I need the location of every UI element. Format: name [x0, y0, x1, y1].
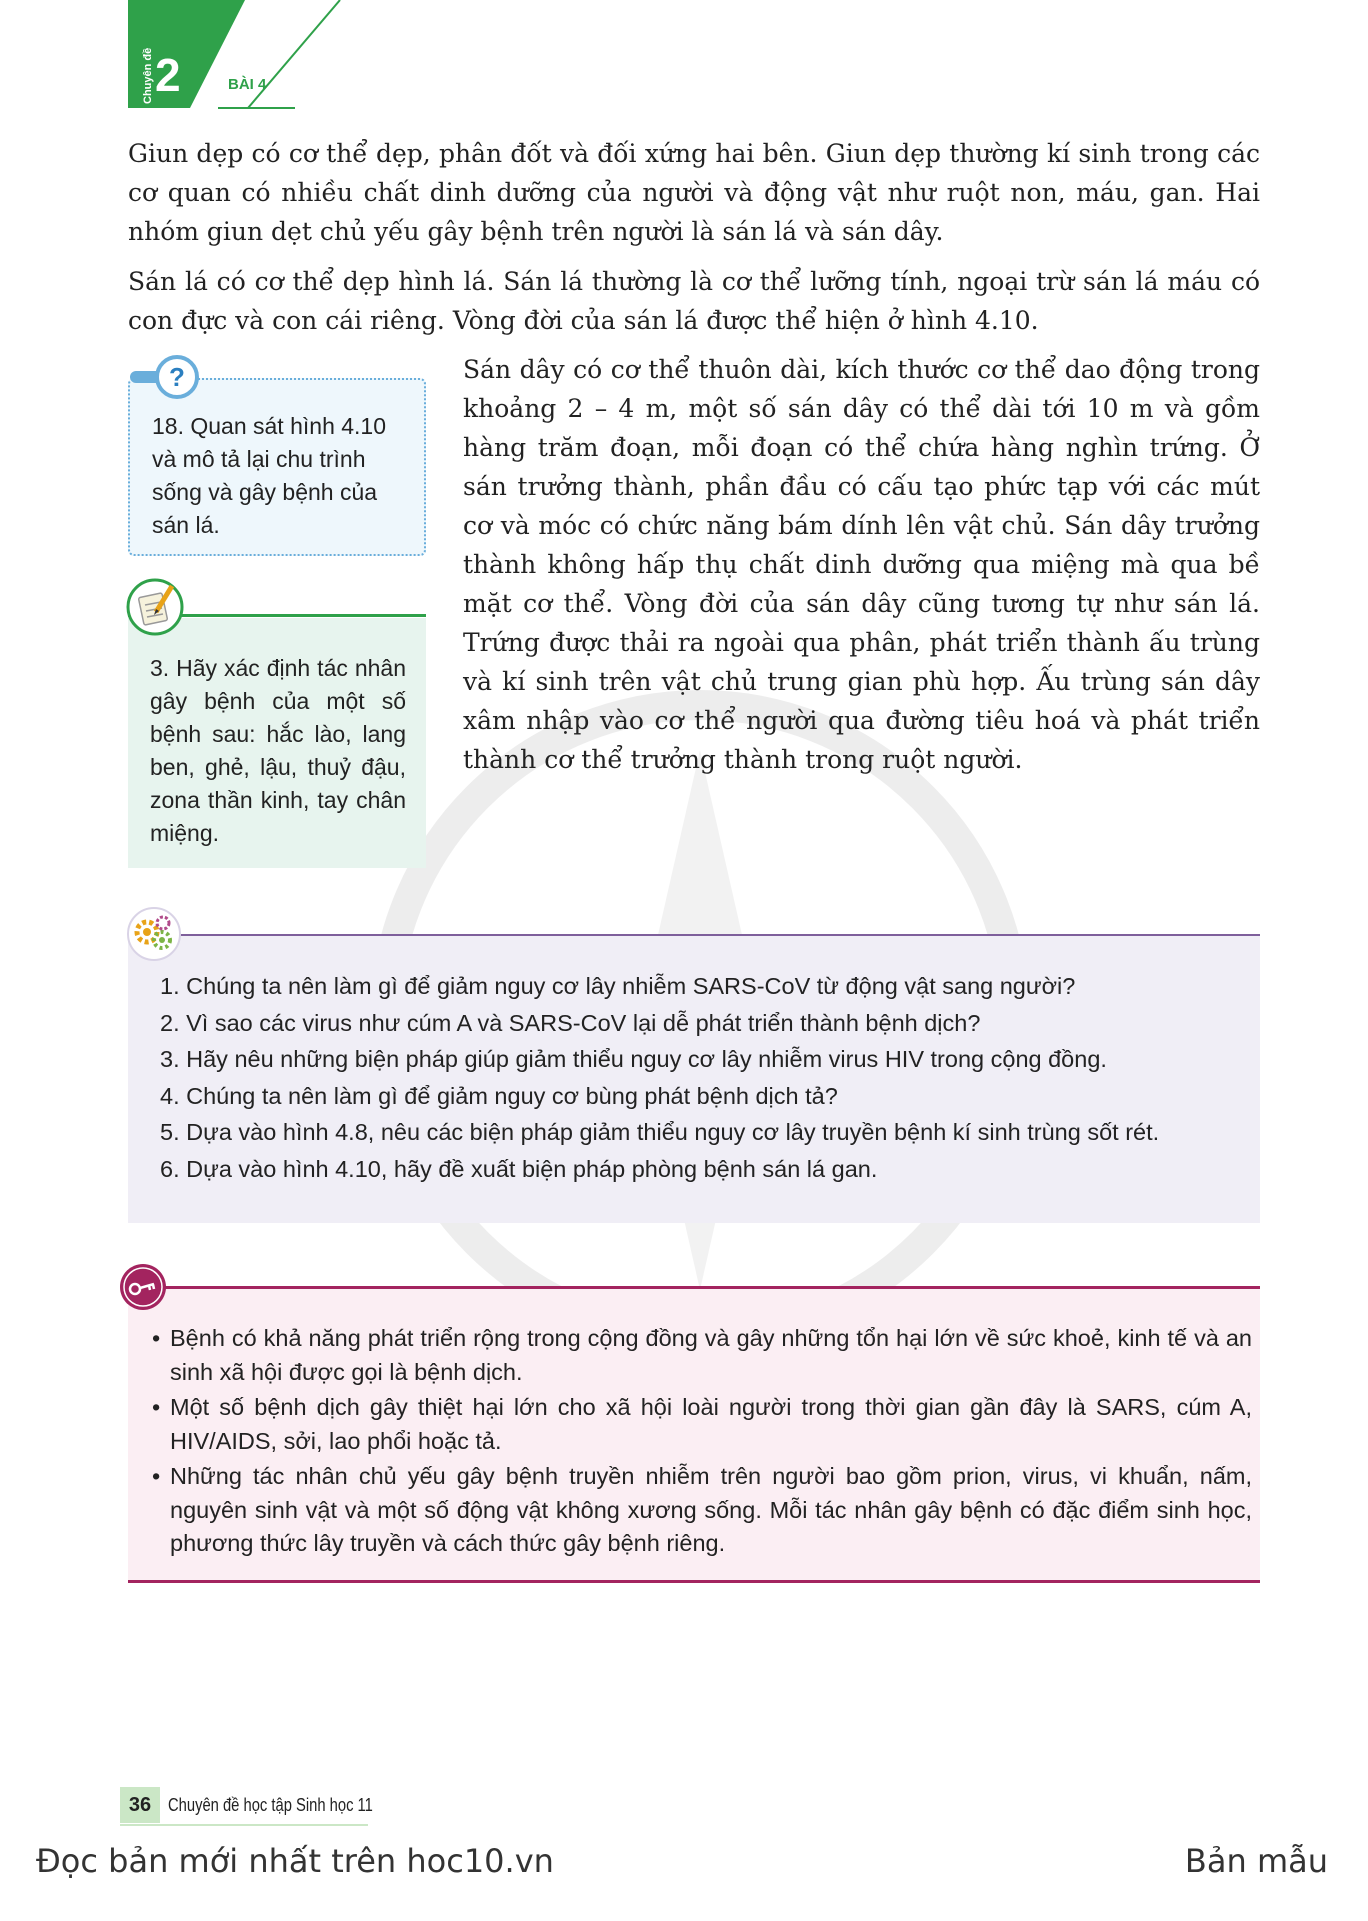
question-text: 18. Quan sát hình 4.10 và mô tả lại chu trình sống và gây bệnh của sán lá.	[152, 413, 387, 538]
exercise-rule	[160, 934, 1260, 936]
activity-box	[128, 618, 426, 868]
exercise-item: 3. Hãy nêu những biện pháp giúp giảm thiểu nguy cơ lây nhiễm virus HIV trong cộng đồng.	[160, 1046, 1107, 1072]
notepad-pencil-icon	[126, 578, 184, 636]
paragraph-flukes: Sán lá có cơ thể dẹp hình lá. Sán lá thường là cơ thể lưỡng tính, ngoại trừ sán lá máu có con đực và con cái riêng. Vòng đời của sán lá được thể hiện ở hình 4.10.	[128, 267, 1260, 335]
exercise-item: 2. Vì sao các virus như cúm A và SARS-CoV lại dễ phát triển thành bệnh dịch?	[160, 1009, 981, 1036]
footer-rule	[120, 1824, 368, 1826]
footer-note-right: Bản mẫu	[1184, 1842, 1328, 1880]
gears-icon	[126, 906, 182, 962]
summary-rule-bottom	[128, 1580, 1260, 1583]
summary-list	[152, 1322, 1252, 1563]
summary-item: • Những tác nhân chủ yếu gây bệnh truyền nhiễm trên người bao gồm prion, virus, vi khuẩn, nấm, nguyên sinh vật và một số động vật không xương sống. Mỗi tác nhân gây bệnh có đặc điểm sinh học, phương thức lây truyền và cách thức gây bệnh riêng.	[152, 1460, 1252, 1561]
topic-label: Chuyên đề	[142, 47, 154, 104]
summary-item: • Một số bệnh dịch gây thiệt hại lớn cho xã hội loài người trong thời gian gần đây là SARS, cúm A, HIV/AIDS, sởi, lao phổi hoặc tả.	[152, 1391, 1252, 1458]
exercise-item: 5. Dựa vào hình 4.8, nêu các biện pháp giảm thiểu nguy cơ lây truyền bệnh kí sinh trùng sốt rét.	[160, 1119, 1160, 1145]
exercise-item: 6. Dựa vào hình 4.10, hãy đề xuất biện pháp phòng bệnh sán lá gan.	[160, 1155, 878, 1182]
activity-text: 3. Hãy xác định tác nhân gây bệnh của một số bệnh sau: hắc lào, lang ben, ghẻ, lậu, thuỷ đậu, zona thần kinh, tay chân miệng.	[150, 655, 406, 846]
topic-number: 2	[155, 49, 181, 101]
book-title: Chuyên đề học tập Sinh học 11	[168, 1795, 373, 1815]
paragraph-flatworms: Giun dẹp có cơ thể dẹp, phân đốt và đối xứng hai bên. Giun dẹp thường kí sinh trong các cơ quan có nhiều chất dinh dưỡng của người và động vật như ruột non, máu, gan. Hai nhóm giun dẹt chủ yếu gây bệnh trên người là sán lá và sán dây.	[128, 139, 1260, 246]
exercise-item: 4. Chúng ta nên làm gì để giảm nguy cơ bùng phát bệnh dịch tả?	[160, 1082, 838, 1109]
key-icon	[118, 1262, 168, 1312]
lesson-label: BÀI 4	[228, 76, 267, 93]
question-icon	[130, 352, 200, 402]
paragraph-tapeworms: Sán dây có cơ thể thuôn dài, kích thước cơ thể dao động trong khoảng 2 – 4 m, một số sán dây có thể dài tới 10 m và gồm hàng trăm đoạn, mỗi đoạn có thể chứa hàng nghìn trứng. Ở sán trưởng thành, phần đầu có cấu tạo phức tạp với các mút cơ và móc có chức năng bám dính lên vật chủ. Sán dây trưởng thành không hấp thụ chất dinh dưỡng qua miệng mà qua bề mặt cơ thể. Vòng đời của sán dây cũng tương tự như sán lá. Trứng được thải ra ngoài qua phân, phát triển thành ấu trùng và kí sinh trên vật chủ trung gian phù hợp. Ấu trùng sán dây xâm nhập vào cơ thể người qua đường tiêu hoá và phát triển thành cơ thể trưởng thành trong ruột người.	[463, 355, 1260, 774]
svg-text:?: ?	[169, 362, 185, 392]
footer-note-left: Đọc bản mới nhất trên hoc10.vn	[36, 1842, 554, 1880]
exercise-list	[160, 968, 1250, 1187]
page-number: 36	[120, 1787, 160, 1823]
summary-item: • Bệnh có khả năng phát triển rộng trong cộng đồng và gây những tổn hại lớn về sức khoẻ, kinh tế và an sinh xã hội được gọi là bệnh dịch.	[152, 1322, 1252, 1389]
exercise-item: 1. Chúng ta nên làm gì để giảm nguy cơ lây nhiễm SARS-CoV từ động vật sang người?	[160, 973, 1076, 999]
question-box	[128, 378, 426, 556]
summary-rule-top	[160, 1286, 1260, 1289]
